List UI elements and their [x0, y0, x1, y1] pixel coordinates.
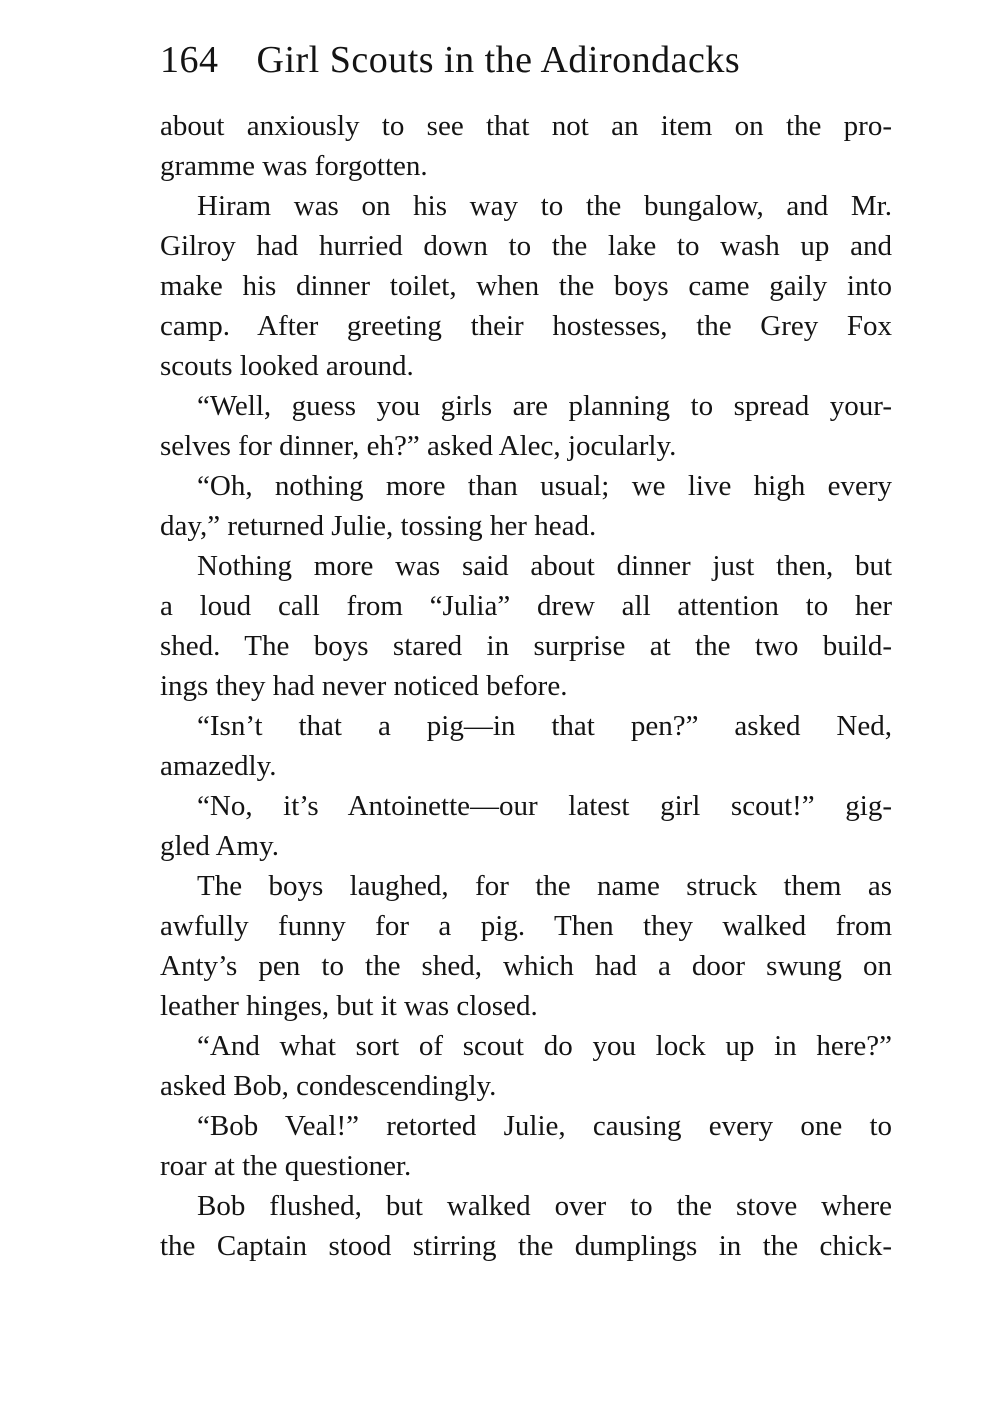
text-line: “Isn’t that a pig—in that pen?” asked Ned,: [197, 710, 892, 742]
text-line: The boys laughed, for the name struck them as: [197, 870, 892, 902]
text-line: asked Bob, condescendingly.: [160, 1070, 497, 1102]
text-line: make his dinner toilet, when the boys came gaily into: [160, 270, 892, 302]
text-line: about anxiously to see that not an item on the pro-: [160, 110, 892, 142]
text-line: gled Amy.: [160, 830, 279, 862]
text-line: the Captain stood stirring the dumplings in the chick-: [160, 1230, 892, 1262]
text-line: Nothing more was said about dinner just then, but: [197, 550, 892, 582]
text-line: “Bob Veal!” retorted Julie, causing every one to: [197, 1110, 892, 1142]
text-line: “No, it’s Antoinette—our latest girl scout!” gig-: [197, 790, 892, 822]
text-line: Hiram was on his way to the bungalow, and Mr.: [197, 190, 892, 222]
text-line: roar at the questioner.: [160, 1150, 412, 1182]
text-line: shed. The boys stared in surprise at the two build-: [160, 630, 892, 662]
text-line: Anty’s pen to the shed, which had a door swung on: [160, 950, 892, 982]
text-line: scouts looked around.: [160, 350, 414, 382]
text-line: amazedly.: [160, 750, 277, 782]
text-line: ings they had never noticed before.: [160, 670, 568, 702]
text-line: day,” returned Julie, tossing her head.: [160, 510, 597, 542]
text-line: selves for dinner, eh?” asked Alec, jocularly.: [160, 430, 677, 462]
text-line: camp. After greeting their hostesses, the Grey Fox: [160, 310, 892, 342]
text-line: “And what sort of scout do you lock up in here?”: [197, 1030, 892, 1062]
page-header: [160, 36, 900, 84]
text-line: Bob flushed, but walked over to the stove where: [197, 1190, 892, 1222]
text-line: gramme was forgotten.: [160, 150, 428, 182]
text-line: “Oh, nothing more than usual; we live high every: [197, 470, 892, 502]
text-line: awfully funny for a pig. Then they walked from: [160, 910, 892, 942]
text-line: leather hinges, but it was closed.: [160, 990, 538, 1022]
text-line: Gilroy had hurried down to the lake to wash up and: [160, 230, 892, 262]
text-line: “Well, guess you girls are planning to spread your-: [197, 390, 892, 422]
page-number: 164: [160, 39, 219, 81]
text-line: a loud call from “Julia” drew all attention to her: [160, 590, 892, 622]
running-title: Girl Scouts in the Adirondacks: [256, 39, 741, 81]
